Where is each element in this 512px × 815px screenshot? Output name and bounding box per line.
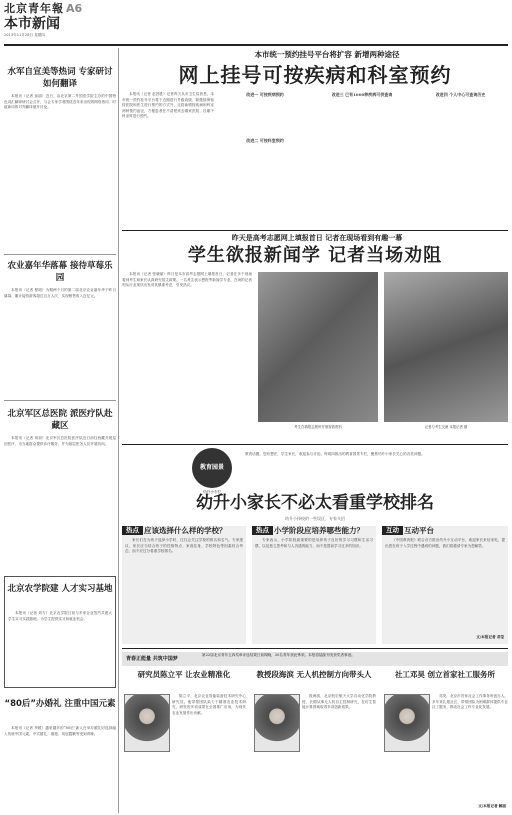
story3-headline: 北京军区总医院 派医疗队赴藏区 — [7, 409, 113, 431]
education-col-1: 热点 应该选择什么样的学校？ 家长们在为孩子选择小学时，往往会关注学校的排名和名气。专家建议，家长应当结合孩子的性格特点、家庭住址、学校特色等因素综合考虑，而不应过分看重学校排名。 — [122, 526, 246, 644]
feature-photo-2 — [384, 272, 508, 422]
lead-sub4: 改进四 个人中心可查询历史 — [435, 92, 486, 97]
col1-tag: 热点 — [122, 526, 143, 535]
awards-banner — [122, 652, 508, 666]
awards-banner-text: 第22届北京青年五四奖章评选结果日前揭晓，20名青年获此殊荣。本报将陆续刊发获奖者事迹。 — [202, 653, 355, 657]
education-intro: 教育话题，您有想法，学生家长，欢迎参与讨论。每周四推出的教育园景专栏，聚焦幼升小家长关心的各类问题。 — [245, 452, 425, 456]
newspaper-logo: 北京青年報 — [4, 2, 64, 15]
education-col-2: 热点 小学阶段应培养哪些能力？ 专家表示，小学阶段最重要的是培养孩子良好的学习习惯和生活习惯，以及独立思考和与人沟通的能力，而不是提前学习过多的知识。 — [252, 526, 376, 644]
col3-tag: 互动 — [382, 526, 403, 535]
story4-headline: 北京农学院建 人才实习基地 — [7, 584, 113, 594]
section-title: 本市新闻 — [4, 16, 60, 32]
lead-sub1: 改进一 可按疾病预约 — [246, 92, 284, 97]
profile-3: 社工邓昊 创立首家社工服务所 邓昊，北京市首家社会工作事务所创办人。多年来扎根社区，带领团队为困难群体提供专业社工服务，推动社会工作专业化发展。 文/本报记者 解丽 — [382, 670, 508, 813]
page-code: A6 — [66, 2, 83, 15]
p2-portrait — [254, 694, 300, 752]
lead-col-2 — [219, 92, 311, 226]
lead-story — [122, 48, 508, 228]
feature-caption-2: 记者与考生交流 本报记者 摄 — [424, 425, 468, 429]
feature-body: 本报讯（记者 张晓丽）昨日是本市高考志愿网上填报首日，记者在多个现场看到考生和家长认真研究招生政策。一名考生表示想报考新闻学专业，在场的记者则从行业现状出发劝其慎重考虑，引发热议。 — [122, 272, 252, 288]
lead-col-4 — [413, 92, 508, 226]
story5-body: 本报讯（记者 李媛）越来越多的“80后”新人在举办婚礼时选择融入传统中国元素，中式婚礼、旗袍、凤冠霞帔等受到青睐。 — [4, 726, 116, 736]
education-section — [122, 446, 508, 646]
story4-body: 本报讯（记者 刘方）北京农学院日前与多家企业签约共建大学生实习实践基地，为学生提供实习和就业机会。 — [8, 611, 112, 621]
col2-tag: 热点 — [252, 526, 273, 535]
feature-kicker: 昨天是高考志愿网上填报首日 记者在现场看到有趣一幕 — [231, 234, 403, 242]
masthead-rule — [4, 44, 508, 46]
story3-body: 本报讯（记者 刘昶）北京军区总医院医疗队近日前往西藏开展巡回医疗，为当地群众提供诊疗服务，并为基层医务人员开展培训。 — [4, 436, 116, 446]
left-column — [4, 48, 116, 813]
awards-banner-tag: 青春正能量 共筑中国梦 — [126, 656, 178, 662]
lead-col-3 — [316, 92, 408, 226]
lead-sub3: 改进三 已有1600种疾病可供查询 — [331, 92, 393, 97]
col3-sign: 文/本报记者 邓莹 — [476, 635, 504, 639]
p3-headline: 社工邓昊 创立首家社工服务所 — [394, 670, 496, 679]
p1-headline: 研究员陈立平 让农业精准化 — [137, 670, 231, 679]
lead-col-1: 本报讯（记者 赵昌胜）记者昨天从市卫生局获悉，本市统一预约挂号平台将于近期进行升级改版，除继续保留按医院和医生进行预约的方式外，还将新增按疾病和科室两种预约途径，方便患者在不清楚该去哪家医院、挂哪个科室时进行预约。 — [122, 92, 214, 119]
feature-photo-1 — [258, 272, 378, 422]
feature-headline: 学生欲报新闻学 记者当场劝阻 — [187, 245, 443, 266]
story2-body: 本报讯（记者 程明）为期两个月的第二届北京农业嘉年华于昨日落幕，累计接待游客超过百万人次，实现销售收入近亿元。 — [4, 288, 116, 298]
story4-box — [4, 576, 116, 688]
education-col-3: 互动 互动平台 《中国教育报》联合各方推出幼升小互动平台，欢迎家长来信来电，提出您在孩子入学过程中遇到的问题，我们将邀请专家为您解答。 文/本报记者 邓莹 — [382, 526, 508, 644]
story1-headline: 水军自宣美等热词 专家研讨如何翻译 — [7, 67, 113, 89]
p1-portrait — [124, 694, 170, 752]
education-subhead: 幼升小择校的一些误区，专家支招 — [285, 516, 345, 521]
awards-section — [122, 650, 508, 813]
col1-title: 应该选择什么样的学校？ — [144, 526, 227, 535]
education-headline: 幼升小家长不必太看重学校排名 — [196, 493, 434, 513]
feature-caption-1: 考生在填报志愿时仔细查看资料 — [294, 425, 342, 429]
date-line: 2013年11月28日 星期四 — [4, 33, 45, 37]
education-badge: 教育园景 — [192, 448, 232, 488]
masthead — [4, 2, 134, 42]
p3-portrait — [384, 694, 430, 752]
profile-1: 研究员陈立平 让农业精准化 陈立平，北京农业智能装备技术研究中心研究员。他带领团队致力于精准农业技术研究，研发的多项成果在全国推广应用，为现代农业发展作出贡献。 — [122, 670, 246, 813]
lead-headline: 网上挂号可按疾病和科室预约 — [178, 63, 452, 87]
profile-2: 教授段海滨 无人机控制方向带头人 段海滨，北京航空航天大学自动化学院教授，长期从事无人机自主控制研究，在仿生智能计算领域取得多项创新成果。 — [252, 670, 376, 813]
p2-headline: 教授段海滨 无人机控制方向带头人 — [256, 670, 372, 679]
education-badge-sub: 幼升小专栏 — [203, 490, 221, 494]
lead-sub2: 改进二 可按科室预约 — [246, 137, 284, 143]
story2-headline: 农业嘉年华落幕 接待草莓乐园 — [7, 261, 113, 283]
lead-kicker: 本市统一预约挂号平台将扩容 新增两种途径 — [254, 50, 400, 59]
col2-title: 小学阶段应培养哪些能力？ — [274, 526, 364, 535]
col3-title: 互动平台 — [404, 526, 434, 535]
story5-headline: “80后”办婚礼 注重中国元素 — [4, 699, 116, 709]
feature-story — [122, 232, 508, 442]
p3-sign: 文/本报记者 解丽 — [478, 804, 506, 808]
story1-body: 本报讯（记者 邱丽）近日，由北京第二外国语学院主办的中国特色词汇翻译研讨会召开，与会专家学者围绕近年来出现的网络热词、时政新词的对外翻译展开讨论。 — [4, 94, 116, 110]
